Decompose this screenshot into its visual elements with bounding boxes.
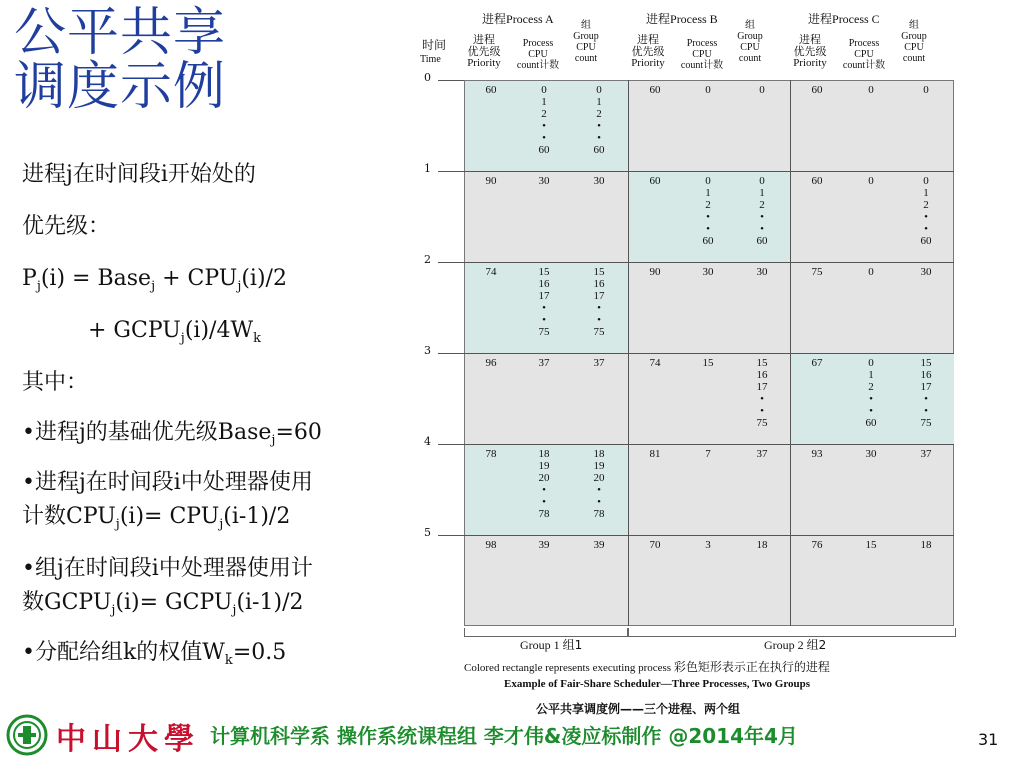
table-cell: 78	[485, 448, 497, 460]
title-line-2: 调度示例	[14, 57, 227, 117]
university-name: 中山大學	[56, 722, 200, 757]
table-cell: 74	[485, 266, 497, 278]
table-cell: 90	[649, 266, 661, 278]
legend: Colored rectangle represents executing process 彩色矩形表示正在执行的进程	[464, 660, 830, 674]
table-cell: 15 16 17 • • 75	[756, 357, 768, 429]
priority-subheader: 进程 优先级 Priority	[467, 33, 501, 69]
table-cell: 7	[705, 448, 711, 460]
title-line-1: 公平共享	[14, 3, 227, 63]
table-cell: 30	[538, 175, 550, 187]
process-cpu-count-subheader: Process CPU count计数	[842, 38, 886, 71]
table-cell: 15 16 17 • • 75	[920, 357, 932, 429]
university-logo	[6, 714, 48, 756]
text-priority-intro: 进程j在时间段i开始处的	[22, 162, 256, 187]
group-1-label: Group 1 组1	[520, 638, 583, 652]
table-cell: 0 1 2 • • 60	[702, 175, 714, 247]
table-cell: 96	[485, 357, 497, 369]
footer-credits: 计算机科学系 操作系统课程组 李才伟&凌应标制作 @2014年4月	[210, 724, 798, 748]
time-label-cn: 时间	[422, 38, 447, 52]
process-cpu-count-subheader: Process CPU count计数	[680, 38, 724, 71]
table-cell: 93	[811, 448, 823, 460]
table-cell: 18 19 20 • • 78	[593, 448, 605, 520]
bullet-group-count-line-1: •组j在时间段i中处理器使用计	[22, 556, 313, 581]
table-cell: 30	[702, 266, 714, 278]
time-tick-mark	[438, 444, 464, 445]
table-cell: 37	[593, 357, 605, 369]
table-cell: 76	[811, 539, 823, 551]
time-tick-label: 4	[424, 435, 431, 448]
table-cell: 37	[538, 357, 550, 369]
table-cell: 30	[920, 266, 932, 278]
table-cell: 39	[538, 539, 550, 551]
time-tick-mark	[438, 171, 464, 172]
table-cell: 0	[868, 266, 874, 278]
table-cell: 15	[865, 539, 877, 551]
bullet-group-weight: •分配给组k的权值$W_k=0.5$	[22, 640, 287, 668]
table-cell: 39	[593, 539, 605, 551]
process-divider	[628, 80, 629, 626]
time-tick-label: 2	[424, 253, 431, 266]
table-cell: 0 1 2 • • 60	[538, 84, 550, 156]
time-tick-label: 5	[424, 526, 431, 539]
time-tick-label: 3	[424, 344, 431, 357]
table-cell: 60	[649, 84, 661, 96]
table-cell: 74	[649, 357, 661, 369]
time-tick-label: 1	[424, 162, 431, 175]
table-cell: 18 19 20 • • 78	[538, 448, 550, 520]
table-cell: 60	[649, 175, 661, 187]
time-tick-mark	[438, 353, 464, 354]
table-cell: 30	[756, 266, 768, 278]
slide-title	[14, 3, 227, 117]
table-cell: 0	[923, 84, 929, 96]
table-cell: 0	[705, 84, 711, 96]
table-cell: 0	[759, 84, 765, 96]
table-cell: 70	[649, 539, 661, 551]
row-divider	[464, 262, 954, 263]
fair-share-table	[402, 4, 962, 694]
time-label-en: Time	[420, 54, 441, 65]
university-emblem-icon	[6, 714, 48, 756]
caption-en: Example of Fair-Share Scheduler—Three Processes, Two Groups	[504, 678, 811, 690]
table-cell: 75	[811, 266, 823, 278]
bullet-cpu-count-line-1: •进程j在时间段i中处理器使用	[22, 470, 313, 495]
table-cell: 0 1 2 • • 60	[920, 175, 932, 247]
table-cell: 60	[811, 175, 823, 187]
table-cell: 0	[868, 175, 874, 187]
process-a-header: 进程Process A	[482, 12, 554, 26]
time-tick-label: 0	[424, 71, 431, 84]
group-2-label: Group 2 组2	[764, 638, 827, 652]
table-cell: 0 1 2 • • 60	[756, 175, 768, 247]
group-cpu-count-subheader: 组 Group CPU count	[901, 20, 927, 64]
table-cell: 37	[756, 448, 768, 460]
table-cell: 30	[865, 448, 877, 460]
time-tick-mark	[438, 262, 464, 263]
row-divider	[464, 535, 954, 536]
group-cpu-count-subheader: 组 Group CPU count	[737, 20, 763, 64]
table-cell: 15 16 17 • • 75	[538, 266, 550, 338]
table-cell: 3	[705, 539, 711, 551]
table-cell: 67	[811, 357, 823, 369]
table-cell: 15 16 17 • • 75	[593, 266, 605, 338]
bullet-base-priority: •进程j的基础优先级Base$_j$=60	[22, 420, 322, 448]
priority-subheader: 进程 优先级 Priority	[793, 33, 827, 69]
table-cell: 81	[649, 448, 661, 460]
bullet-cpu-count-line-2: 计数$CPU_j(i)= CPU_j(i-1)/2$	[22, 504, 291, 532]
table-cell: 60	[811, 84, 823, 96]
formula-line-2: + $GCPU_j(i)/4W_k$	[88, 318, 261, 346]
text-priority-label: 优先级：	[22, 214, 111, 239]
priority-subheader: 进程 优先级 Priority	[631, 33, 665, 69]
table-cell: 90	[485, 175, 497, 187]
row-divider	[464, 444, 954, 445]
formula-line-1: $P_j(i)$ = Base$_j$ + $CPU_j(i)/2$	[22, 266, 287, 294]
table-cell: 18	[920, 539, 932, 551]
table-cell: 18	[756, 539, 768, 551]
table-cell: 60	[485, 84, 497, 96]
time-tick-mark	[438, 535, 464, 536]
table-cell: 98	[485, 539, 497, 551]
row-divider	[464, 353, 954, 354]
time-tick-mark	[438, 80, 464, 81]
table-cell: 37	[920, 448, 932, 460]
table-cell: 0 1 2 • • 60	[865, 357, 877, 429]
caption-cn: 公平共享调度例——三个进程、两个组	[536, 702, 741, 716]
table-cell: 0 1 2 • • 60	[593, 84, 605, 156]
table-cell: 0	[868, 84, 874, 96]
group-cpu-count-subheader: 组 Group CPU count	[573, 20, 599, 64]
row-divider	[464, 171, 954, 172]
process-c-header: 进程Process C	[808, 12, 880, 26]
page-number: 31	[978, 730, 999, 749]
table-cell: 15	[702, 357, 714, 369]
bullet-group-count-line-2: 数$GCPU_j(i)=$ $GCPU_j(i-1)/2$	[22, 590, 304, 618]
table-cell: 30	[593, 175, 605, 187]
process-b-header: 进程Process B	[646, 12, 718, 26]
process-divider	[790, 80, 791, 626]
text-where: 其中：	[22, 370, 89, 395]
process-cpu-count-subheader: Process CPU count计数	[516, 38, 560, 71]
